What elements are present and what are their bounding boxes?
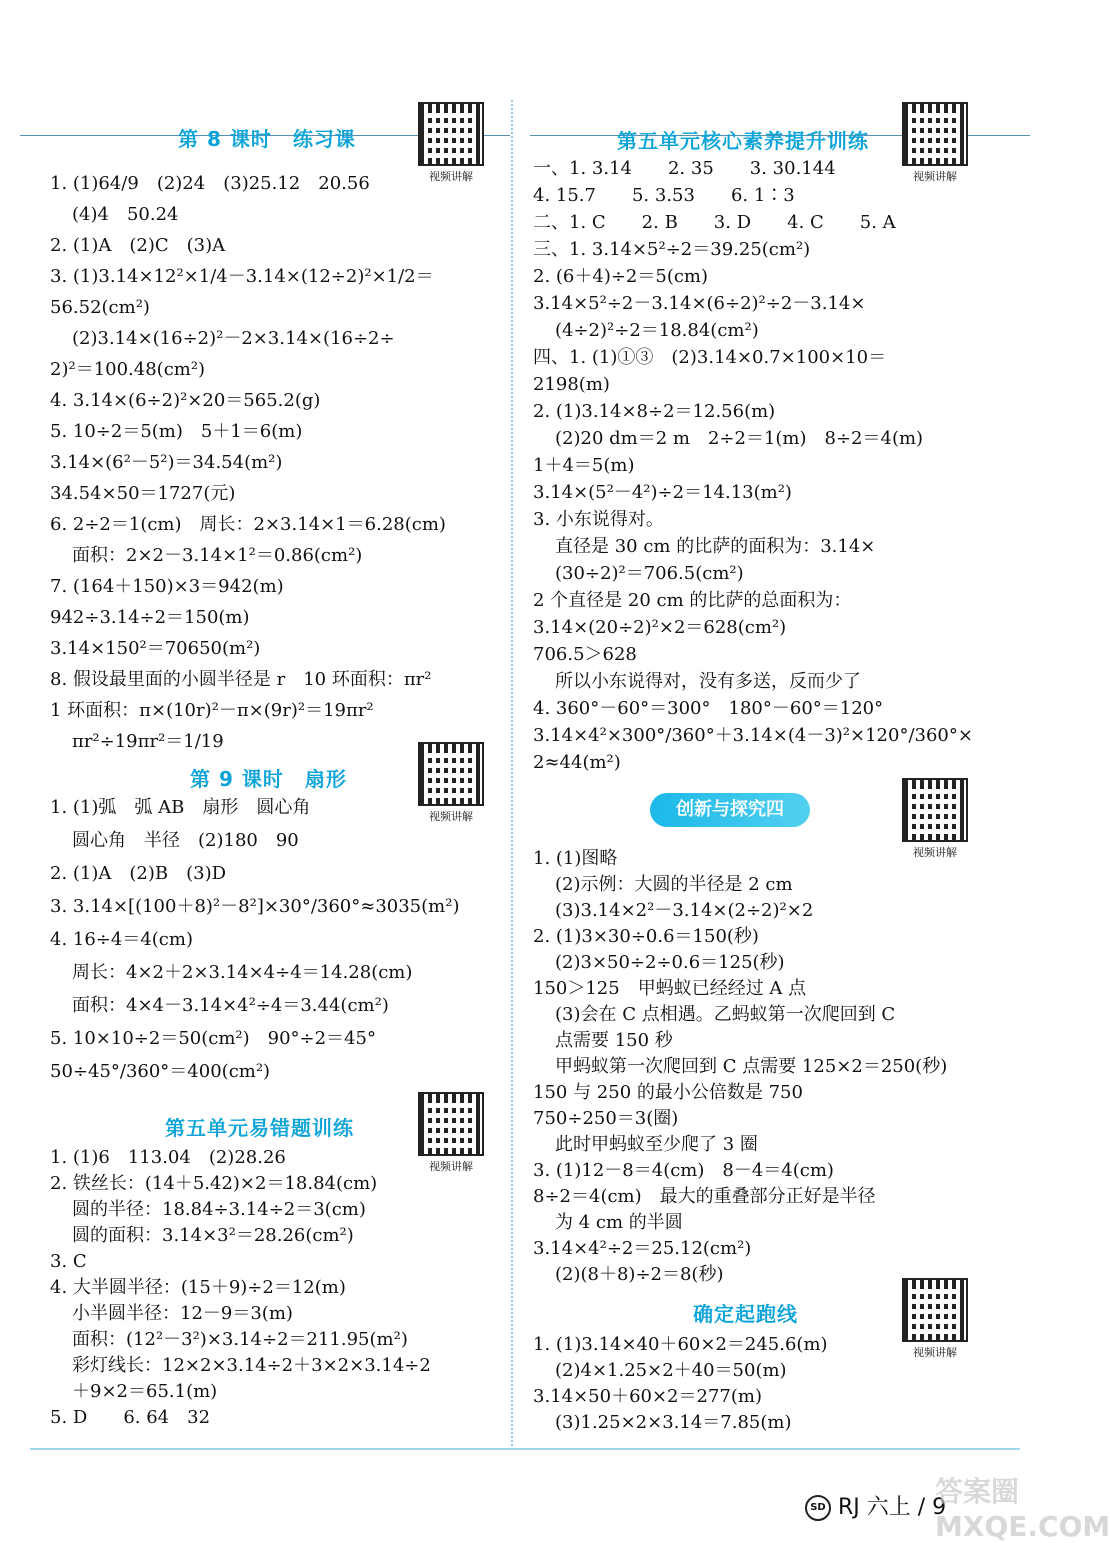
answer-line: (2)3.14×(16÷2)²－2×3.14×(16÷2÷: [72, 328, 395, 349]
answer-line: 直径是 30 cm 的比萨的面积为：3.14×: [555, 536, 876, 557]
answer-line: (3)3.14×2²－3.14×(2÷2)²×2: [555, 900, 814, 921]
answer-line: 四、1. (1)①③ (2)3.14×0.7×100×10＝: [533, 347, 887, 368]
page-footer: [805, 1490, 946, 1521]
answer-line: 942÷3.14÷2＝150(m): [50, 607, 250, 628]
section-title-errors: 第五单元易错题训练: [165, 1116, 354, 1140]
answer-line: 1 环面积：π×(10r)²－π×(9r)²＝19πr²: [50, 700, 374, 721]
answer-line: 4. 360°－60°＝300° 180°－60°＝120°: [533, 698, 884, 719]
answer-line: 2198(m): [533, 374, 610, 395]
answer-line: 3.14×150²＝70650(m²): [50, 638, 261, 659]
sd-logo: SD: [805, 1495, 831, 1521]
answer-line: 4. 3.14×(6÷2)²×20＝565.2(g): [50, 390, 321, 411]
section-title-lesson9: 第 9 课时 扇形: [190, 767, 347, 791]
qr-code[interactable]: 视频讲解: [418, 1092, 484, 1174]
answer-line: 6. 2÷2＝1(cm) 周长：2×3.14×1＝6.28(cm): [50, 514, 446, 535]
answer-line: 圆的面积：3.14×3²＝28.26(cm²): [72, 1225, 354, 1246]
answer-line: 所以小东说得对，没有多送，反而少了: [555, 671, 861, 692]
answer-line: 2. (1)A (2)C (3)A: [50, 235, 226, 256]
answer-line: 3.14×4²÷2＝25.12(cm²): [533, 1238, 752, 1259]
answer-line: 2. (1)3×30÷0.6＝150(秒): [533, 926, 759, 947]
answer-line: 3. 3.14×[(100＋8)²－8²]×30°/360°≈3035(m²): [50, 896, 460, 917]
answer-line: 4. 16÷4＝4(cm): [50, 929, 193, 950]
answer-line: (4÷2)²÷2＝18.84(cm²): [555, 320, 759, 341]
answer-line: 150＞125 甲蚂蚁已经经过 A 点: [533, 978, 807, 999]
answer-line: 3. C: [50, 1251, 87, 1272]
answer-line: 1. (1)6 113.04 (2)28.26: [50, 1147, 286, 1168]
answer-line: ＋9×2＝65.1(m): [72, 1381, 218, 1402]
answer-line: 2)²＝100.48(cm²): [50, 359, 206, 380]
qr-code[interactable]: 视频讲解: [902, 1278, 968, 1360]
answer-line: 3. (1)3.14×12²×1/4－3.14×(12÷2)²×1/2＝: [50, 266, 434, 287]
answer-line: πr²÷19πr²＝1/19: [72, 731, 224, 752]
qr-code[interactable]: 视频讲解: [902, 778, 968, 860]
answer-line: 此时甲蚂蚁至少爬了 3 圈: [555, 1134, 758, 1155]
footer-rule: [30, 1448, 1020, 1450]
answer-line: 2≈44(m²): [533, 752, 621, 773]
answer-line: 1＋4＝5(m): [533, 455, 635, 476]
answer-line: (2)20 dm＝2 m 2÷2＝1(m) 8÷2＝4(m): [555, 428, 924, 449]
answer-line: 7. (164＋150)×3＝942(m): [50, 576, 284, 597]
column-separator: [511, 100, 513, 1450]
answer-line: 2. 铁丝长：(14＋5.42)×2＝18.84(cm): [50, 1173, 378, 1194]
answer-line: (4)4 50.24: [72, 204, 179, 225]
answer-line: 5. D 6. 64 32: [50, 1407, 211, 1428]
section-title-core: 第五单元核心素养提升训练: [617, 129, 869, 153]
answer-line: 二、1. C 2. B 3. D 4. C 5. A: [533, 212, 896, 233]
section-title-startline: 确定起跑线: [693, 1302, 798, 1326]
answer-line: 2. (1)3.14×8÷2＝12.56(m): [533, 401, 776, 422]
answer-line: 5. 10÷2＝5(m) 5＋1＝6(m): [50, 421, 303, 442]
answer-line: 圆心角 半径 (2)180 90: [72, 830, 299, 851]
answer-line: (2)示例：大圆的半径是 2 cm: [555, 874, 793, 895]
answer-line: 面积：4×4－3.14×4²÷4＝3.44(cm²): [72, 995, 389, 1016]
answer-line: 1. (1)弧 弧 AB 扇形 圆心角: [50, 797, 311, 818]
answer-line: 周长：4×2＋2×3.14×4÷4＝14.28(cm): [72, 962, 413, 983]
answer-line: 为 4 cm 的半圆: [555, 1212, 683, 1233]
answer-line: 750÷250＝3(圈): [533, 1108, 679, 1129]
answer-line: 34.54×50＝1727(元): [50, 483, 236, 504]
page-number: RJ 六上 / 9: [838, 1495, 947, 1520]
answer-line: (3)1.25×2×3.14＝7.85(m): [555, 1412, 792, 1433]
answer-line: 3.14×(6²－5²)＝34.54(m²): [50, 452, 283, 473]
answer-line: 8. 假设最里面的小圆半径是 r 10 环面积：πr²: [50, 669, 432, 690]
answer-line: 8÷2＝4(cm) 最大的重叠部分正好是半径: [533, 1186, 876, 1207]
section-title-explore: 创新与探究四: [650, 793, 810, 827]
answer-line: 2. (1)A (2)B (3)D: [50, 863, 227, 884]
answer-line: 4. 15.7 5. 3.53 6. 1∶3: [533, 185, 795, 206]
qr-code[interactable]: 视频讲解: [902, 102, 968, 184]
answer-line: 甲蚂蚁第一次爬回到 C 点需要 125×2＝250(秒): [555, 1056, 948, 1077]
qr-code[interactable]: 视频讲解: [418, 102, 484, 184]
answer-line: 彩灯线长：12×2×3.14÷2＋3×2×3.14÷2: [72, 1355, 431, 1376]
answer-line: 一、1. 3.14 2. 35 3. 30.144: [533, 158, 836, 179]
answer-line: 圆的半径：18.84÷3.14÷2＝3(cm): [72, 1199, 366, 1220]
answer-line: 面积：(12²－3²)×3.14÷2＝211.95(m²): [72, 1329, 408, 1350]
answer-line: 3.14×5²÷2－3.14×(6÷2)²÷2－3.14×: [533, 293, 866, 314]
answer-line: 2. (6＋4)÷2＝5(cm): [533, 266, 709, 287]
answer-line: 面积：2×2－3.14×1²＝0.86(cm²): [72, 545, 363, 566]
answer-line: 3.14×4²×300°/360°＋3.14×(4－3)²×120°/360°×: [533, 725, 973, 746]
answer-line: 小半圆半径：12－9＝3(m): [72, 1303, 293, 1324]
watermark: 答案圈 MXQE.COM: [935, 1475, 1110, 1543]
answer-line: (2)3×50÷2÷0.6＝125(秒): [555, 952, 785, 973]
answer-line: 706.5＞628: [533, 644, 637, 665]
answer-line: 150 与 250 的最小公倍数是 750: [533, 1082, 803, 1103]
answer-line: 3. (1)12－8＝4(cm) 8－4＝4(cm): [533, 1160, 834, 1181]
answer-line: 50÷45°/360°＝400(cm²): [50, 1061, 271, 1082]
answer-line: (3)会在 C 点相遇。乙蚂蚁第一次爬回到 C: [555, 1004, 896, 1025]
answer-line: 2 个直径是 20 cm 的比萨的总面积为：: [533, 590, 852, 611]
answer-line: 1. (1)3.14×40＋60×2＝245.6(m): [533, 1334, 828, 1355]
answer-line: (30÷2)²＝706.5(cm²): [555, 563, 744, 584]
answer-line: 1. (1)图略: [533, 848, 618, 869]
answer-line: 56.52(cm²): [50, 297, 150, 318]
answer-line: 3.14×(5²－4²)÷2＝14.13(m²): [533, 482, 792, 503]
answer-line: 3.14×50＋60×2＝277(m): [533, 1386, 762, 1407]
answer-line: 3. 小东说得对。: [533, 509, 664, 530]
answer-line: 3.14×(20÷2)²×2＝628(cm²): [533, 617, 787, 638]
answer-line: 5. 10×10÷2＝50(cm²) 90°÷2＝45°: [50, 1028, 376, 1049]
answer-line: (2)4×1.25×2＋40＝50(m): [555, 1360, 787, 1381]
answer-line: 点需要 150 秒: [555, 1030, 673, 1051]
answer-line: 4. 大半圆半径：(15＋9)÷2＝12(m): [50, 1277, 346, 1298]
qr-code[interactable]: 视频讲解: [418, 742, 484, 824]
answer-line: 1. (1)64/9 (2)24 (3)25.12 20.56: [50, 173, 370, 194]
answer-line: 三、1. 3.14×5²÷2＝39.25(cm²): [533, 239, 811, 260]
answer-line: (2)(8＋8)÷2＝8(秒): [555, 1264, 724, 1285]
section-title-lesson8: 第 8 课时 练习课: [178, 127, 356, 151]
